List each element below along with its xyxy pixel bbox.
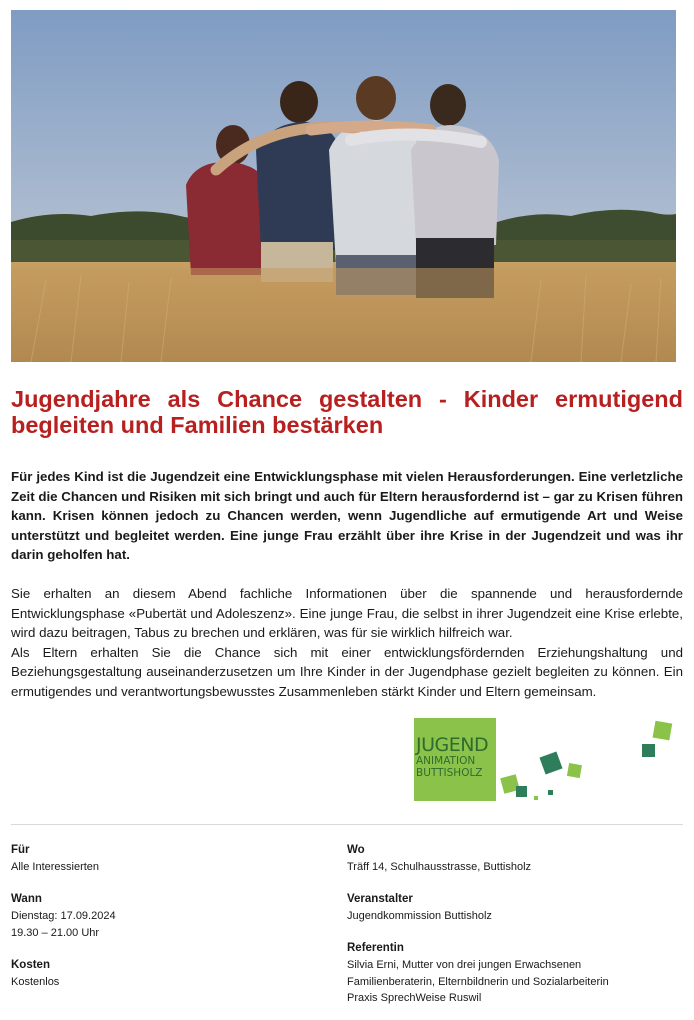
jugendanimation-logo <box>414 718 496 801</box>
info-veranstalter <box>347 891 492 925</box>
info-date: Dienstag: 17.09.2024 <box>11 910 116 923</box>
info-value: Träff 14, Schulhausstrasse, Buttisholz <box>347 861 532 874</box>
body-paragraph: Sie erhalten an diesem Abend fachliche Informationen über die spannende und herausfordernde Entwicklungsphase «Pubertät und Adoleszenz». Eine junge Frau, die selbst in ihrer Jugendzeit eine Krise erlebte, wird dazu beitragen, Tabus zu brechen und erklären, was für sie wirklich hilfreich war. <box>11 586 683 641</box>
info-label: Kosten <box>11 959 50 971</box>
info-value: Praxis SprechWeise Ruswil <box>347 991 482 1004</box>
hero-photo <box>11 10 676 362</box>
four-friends-in-wheat-field-image <box>11 10 676 362</box>
info-label: Wann <box>11 893 42 905</box>
body-text <box>11 584 683 702</box>
info-label: Referentin <box>347 942 404 954</box>
page-title: Jugendjahre als Chance gestalten - Kinder ermutigend begleiten und Familien bestärken <box>11 386 683 438</box>
info-time: 19.30 – 21.00 Uhr <box>11 926 100 939</box>
logo-line-3: BUTTISHOLZ <box>416 766 483 779</box>
info-label: Veranstalter <box>347 893 413 905</box>
lead-paragraph: Für jedes Kind ist die Jugendzeit eine Entwicklungsphase mit vielen Herausforderungen. Eine verletzliche Zeit die Chancen und Risiken mit sich bringt und auch für Eltern herausfordernd ist – gar zu Krisen führen kann. Krisen können jedoch zu Chancen werden, wenn Jugendliche auf ermutigende Art und Weise unterstützt und begleitet werden. Eine junge Frau erzählt über ihre Krise in der Jugendzeit und was ihr darin geholfen hat. <box>11 469 683 563</box>
info-label: Für <box>11 844 30 856</box>
info-value: Kostenlos <box>11 976 60 989</box>
info-value: Silvia Erni, Mutter von drei jungen Erwachsenen <box>347 959 582 972</box>
divider <box>11 824 683 825</box>
info-wann <box>11 891 116 941</box>
info-label: Wo <box>347 844 365 856</box>
logo-decorative-squares <box>498 716 688 806</box>
logo-line-2: ANIMATION <box>416 755 476 767</box>
logo-line-1: JUGEND <box>416 734 489 756</box>
info-value: Jugendkommission Buttisholz <box>347 910 492 923</box>
body-paragraph: Als Eltern erhalten Sie die Chance sich mit einer entwicklungsfördernden Erziehungshaltung und Beziehungsgestaltung auseinanderzusetzen um Ihre Kinder in der Jugendphase gezielt begleiten zu können. Ein ermutigendes und verantwortungsbewusstes Zusammenleben stärkt Kinder und Eltern gemeinsam. <box>11 644 683 699</box>
info-kosten <box>11 957 59 991</box>
info-value: Familienberaterin, Elternbildnerin und Sozialarbeiterin <box>347 975 609 988</box>
info-wo <box>347 842 531 876</box>
info-referentin <box>347 940 609 1006</box>
info-value: Alle Interessierten <box>11 861 100 874</box>
info-fuer <box>11 842 99 876</box>
